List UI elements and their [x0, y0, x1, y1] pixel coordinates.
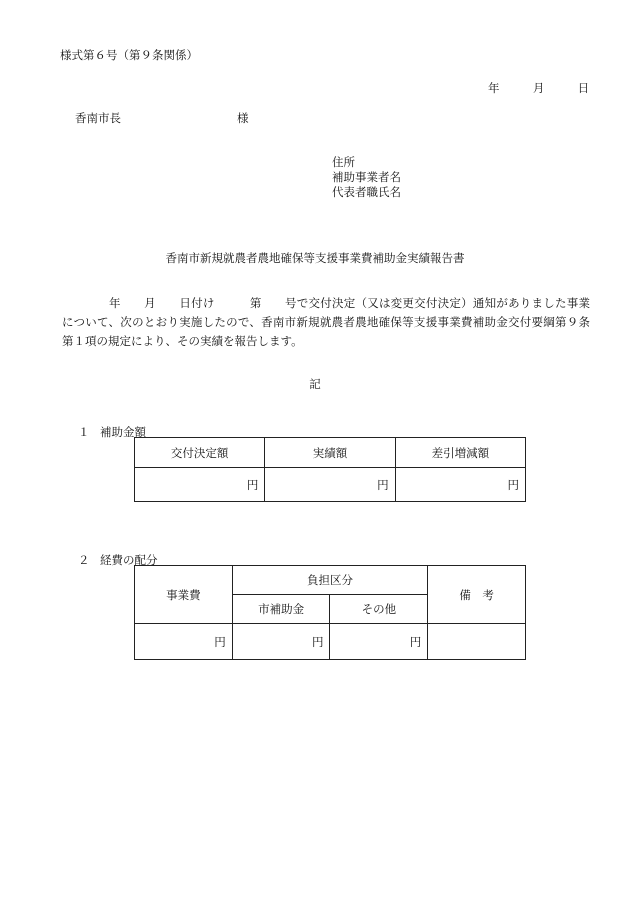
cell-other[interactable]: 円 [330, 624, 428, 660]
address-label: 住所 [332, 155, 355, 169]
body-text: 年 月 日付け 第 号で交付決定（又は変更交付決定）通知がありました事業について、次のとおり実施したので、香南市新規就農者農地確保等支援事業費補助金交付要綱第９条第１項の規定により、その実績を報告します。 [62, 296, 590, 348]
ki-marker: 記 [309, 377, 321, 391]
cell-project-cost[interactable]: 円 [135, 624, 233, 660]
header-project-cost: 事業費 [135, 566, 233, 624]
section1-number: １ [78, 425, 90, 439]
date-month-label: 月 [532, 81, 545, 95]
header-burden-category: 負担区分 [232, 566, 427, 595]
header-city-subsidy: 市補助金 [232, 595, 330, 624]
addressee [75, 110, 249, 126]
header-decided-amount: 交付決定額 [135, 438, 265, 468]
date-line [488, 80, 589, 96]
section1-title: 補助金額 [100, 425, 146, 439]
cell-decided-amount[interactable]: 円 [135, 468, 265, 502]
cost-allocation-table [134, 565, 526, 660]
subsidy-amount-table [134, 437, 526, 502]
business-name-label: 補助事業者名 [332, 170, 401, 184]
cell-actual-amount[interactable]: 円 [265, 468, 395, 502]
applicant-block [332, 155, 401, 200]
cell-city-subsidy[interactable]: 円 [232, 624, 330, 660]
header-actual-amount: 実績額 [265, 438, 395, 468]
form-number: 様式第６号（第９条関係） [60, 48, 198, 62]
addressee-name: 香南市長 [75, 111, 121, 125]
header-remarks: 備 考 [428, 566, 526, 624]
cell-difference[interactable]: 円 [395, 468, 525, 502]
date-day-label: 日 [577, 81, 590, 95]
section2-number: ２ [78, 553, 90, 567]
representative-label: 代表者職氏名 [332, 185, 401, 199]
date-year-label: 年 [488, 81, 500, 95]
header-other: その他 [330, 595, 428, 624]
section2-title: 経費の配分 [100, 553, 158, 567]
document-title: 香南市新規就農者農地確保等支援事業費補助金実績報告書 [165, 251, 465, 265]
header-difference: 差引増減額 [395, 438, 525, 468]
honorific: 様 [237, 111, 249, 125]
cell-remarks[interactable] [428, 624, 526, 660]
